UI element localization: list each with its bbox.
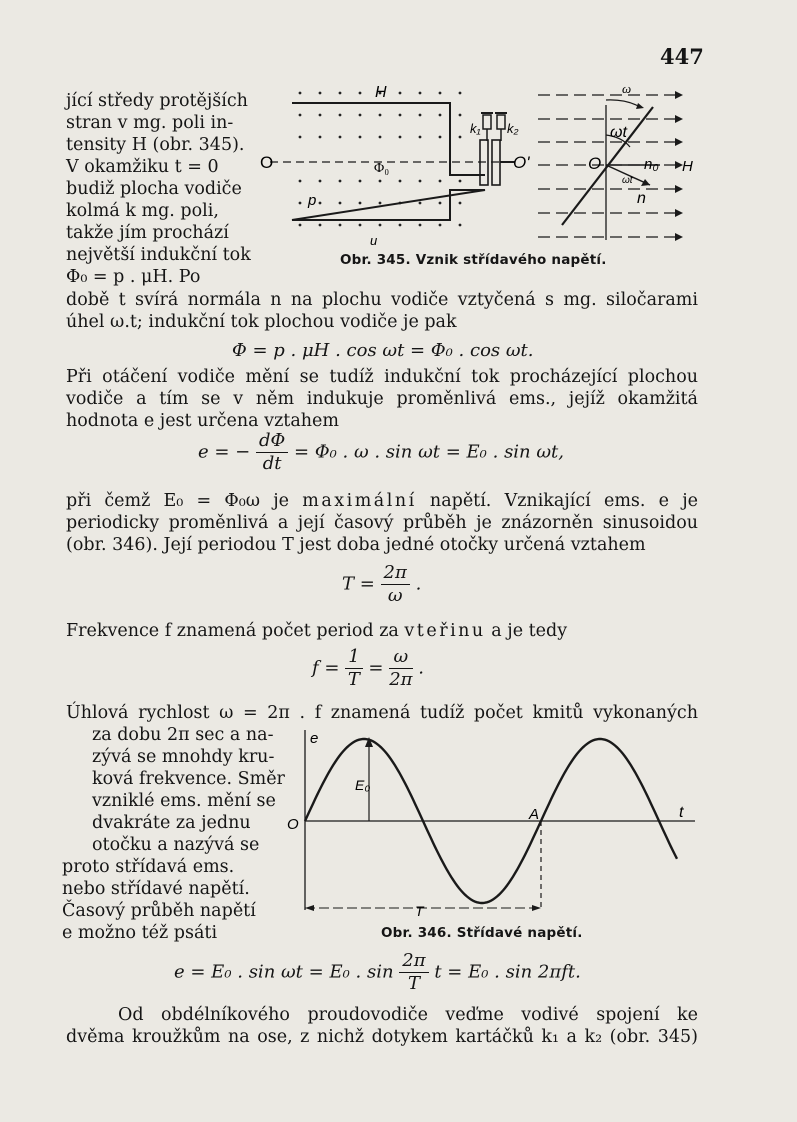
fraction-numerator: dΦ bbox=[256, 430, 288, 453]
eq5-right: t = E₀ . sin 2πft. bbox=[434, 961, 581, 983]
text-line: hodnota e jest určena vztahem bbox=[66, 411, 339, 431]
field-dot bbox=[359, 180, 362, 183]
spaced-emphasis: maximální bbox=[302, 491, 417, 511]
fraction-denominator: T bbox=[407, 973, 420, 994]
field-dot bbox=[399, 180, 402, 183]
field-dot bbox=[419, 114, 422, 117]
field-dot bbox=[459, 224, 462, 227]
fraction-1-T bbox=[345, 646, 362, 691]
field-dot bbox=[359, 114, 362, 117]
fraction-omega-2pi bbox=[389, 646, 412, 691]
label-n: n bbox=[637, 190, 646, 207]
text-run: Frekvence f znamená počet period za bbox=[66, 621, 405, 641]
field-dot bbox=[419, 92, 422, 95]
field-dot bbox=[359, 202, 362, 205]
field-dot bbox=[299, 114, 302, 117]
caption-fig346: Obr. 346. Střídavé napětí. bbox=[381, 925, 583, 941]
field-dot bbox=[439, 92, 442, 95]
field-dot bbox=[319, 114, 322, 117]
text-line: tensity H (obr. 345). bbox=[66, 135, 245, 155]
label-H-right: H bbox=[682, 158, 693, 175]
field-dot bbox=[299, 224, 302, 227]
fraction-denominator: T bbox=[347, 669, 360, 690]
label-p: p bbox=[308, 192, 317, 209]
label-H-top: H bbox=[375, 84, 387, 101]
label-omega-t-small: ωt bbox=[622, 175, 633, 186]
field-dot bbox=[359, 136, 362, 139]
fraction-denominator: dt bbox=[262, 453, 282, 474]
label-phi0: Φ₀ bbox=[374, 161, 390, 176]
text-line bbox=[66, 620, 567, 642]
field-dot bbox=[379, 136, 382, 139]
equation-sine-form bbox=[174, 950, 581, 995]
eq3-lhs: T = bbox=[342, 573, 375, 595]
field-dot bbox=[379, 180, 382, 183]
text-line: e možno též psáti bbox=[62, 923, 218, 943]
field-dot bbox=[319, 224, 322, 227]
text-line: zývá se mnohdy kru- bbox=[92, 747, 275, 767]
field-dot bbox=[319, 92, 322, 95]
text-line: dvěma kroužkům na ose, z nichž dotykem kartáčků k₁ a k₂ (obr. 345) bbox=[66, 1027, 698, 1047]
text-line: vodiče a tím se v něm indukuje proměnlivá ems., jejíž okamžitá bbox=[66, 389, 698, 409]
label-O: O bbox=[287, 816, 299, 833]
label-O-left: O bbox=[260, 153, 274, 172]
field-dot bbox=[319, 202, 322, 205]
field-dot bbox=[379, 114, 382, 117]
text-run: napětí. Vznikající ems. e je bbox=[416, 491, 698, 511]
field-dot bbox=[319, 180, 322, 183]
wrap-text-fig346-cont bbox=[62, 856, 256, 944]
paragraph-2 bbox=[66, 366, 698, 432]
label-A: A bbox=[529, 806, 540, 823]
field-dot bbox=[439, 114, 442, 117]
label-O-right: O bbox=[588, 154, 602, 173]
label-e: e bbox=[310, 730, 319, 747]
label-omega: ω bbox=[622, 81, 632, 96]
field-dot bbox=[439, 136, 442, 139]
field-dot bbox=[459, 202, 462, 205]
figure-346 bbox=[285, 725, 705, 925]
text-line: za dobu 2π sec a na- bbox=[92, 725, 274, 745]
equation-emf bbox=[198, 430, 564, 475]
text-line: V okamžiku t = 0 bbox=[66, 157, 219, 177]
text-line: dvakráte za jednu bbox=[92, 813, 251, 833]
field-dot bbox=[459, 114, 462, 117]
text-line: Časový průběh napětí bbox=[62, 901, 256, 921]
text-line: takže jím prochází bbox=[66, 223, 229, 243]
label-T: T bbox=[415, 903, 424, 919]
label-t: t bbox=[679, 804, 684, 821]
text-line: proto střídavá ems. bbox=[62, 857, 235, 877]
text-line: (obr. 346). Její periodou T jest doba jedné otočky určená vztahem bbox=[66, 535, 646, 555]
fraction-2pi-T bbox=[399, 950, 428, 995]
field-dot bbox=[419, 180, 422, 183]
field-dot bbox=[299, 92, 302, 95]
field-dot bbox=[419, 136, 422, 139]
field-dot bbox=[399, 114, 402, 117]
wrap-text-fig346 bbox=[92, 724, 285, 856]
field-dot bbox=[419, 224, 422, 227]
text-line: nebo střídavé napětí. bbox=[62, 879, 250, 899]
text-run: a je tedy bbox=[485, 621, 568, 641]
fraction-denominator: ω bbox=[387, 585, 403, 606]
field-dot bbox=[459, 92, 462, 95]
paragraph-1 bbox=[66, 289, 698, 333]
field-dot bbox=[299, 180, 302, 183]
text-line: otočku a nazývá se bbox=[92, 835, 260, 855]
text-line: stran v mg. poli in- bbox=[66, 113, 234, 133]
fraction-denominator: 2π bbox=[389, 669, 413, 690]
eq2-rhs: = Φ₀ . ω . sin ωt = E₀ . sin ωt, bbox=[294, 441, 565, 463]
field-dot bbox=[459, 136, 462, 139]
eq4-lhs: f = bbox=[312, 657, 340, 679]
field-dot bbox=[439, 224, 442, 227]
page-number: 447 bbox=[660, 44, 704, 69]
field-dot bbox=[399, 92, 402, 95]
field-dot bbox=[419, 202, 422, 205]
text-line: Od obdélníkového proudovodiče veďme vodivé spojení ke bbox=[118, 1005, 698, 1025]
field-dot bbox=[339, 92, 342, 95]
text-line: vzniklé ems. mění se bbox=[92, 791, 276, 811]
field-dot bbox=[359, 92, 362, 95]
field-dot bbox=[339, 180, 342, 183]
field-dot bbox=[339, 114, 342, 117]
text-line: budiž plocha vodiče bbox=[66, 179, 242, 199]
eq3-rhs: . bbox=[415, 573, 422, 595]
caption-fig345: Obr. 345. Vznik střídavého napětí. bbox=[340, 252, 607, 268]
fraction-dphi-dt bbox=[256, 430, 288, 475]
spaced-emphasis: vteřinu bbox=[404, 621, 486, 641]
fraction-2pi-omega bbox=[381, 562, 410, 607]
field-dot bbox=[339, 202, 342, 205]
paragraph-6 bbox=[66, 1004, 698, 1048]
text-line: době t svírá normála n na plochu vodiče vztyčená s mg. siločarami bbox=[66, 290, 698, 310]
label-O-prime: O' bbox=[513, 153, 530, 172]
field-dot bbox=[399, 136, 402, 139]
equation-period bbox=[342, 562, 421, 607]
paragraph-4 bbox=[66, 620, 567, 642]
label-u: u bbox=[370, 233, 378, 248]
text-line: jící středy protějších bbox=[66, 91, 248, 111]
field-dot bbox=[299, 136, 302, 139]
text-run: při čemž E₀ = Φ₀ω je bbox=[66, 491, 303, 511]
fraction-numerator: 1 bbox=[345, 646, 362, 669]
text-line: Při otáčení vodiče mění se tudíž indukční tok procházející plochou bbox=[66, 367, 698, 387]
text-line: ková frekvence. Směr bbox=[92, 769, 285, 789]
wrap-text-fig345 bbox=[66, 90, 251, 288]
fraction-numerator: 2π bbox=[399, 950, 428, 973]
equation-frequency bbox=[312, 646, 424, 691]
paragraph-5 bbox=[66, 702, 698, 724]
field-dot bbox=[299, 202, 302, 205]
label-k2: k₂ bbox=[507, 121, 519, 136]
label-n0: n₀ bbox=[644, 156, 659, 173]
label-E0: E₀ bbox=[355, 777, 371, 793]
field-dot bbox=[359, 224, 362, 227]
field-dot bbox=[379, 224, 382, 227]
field-dot bbox=[459, 180, 462, 183]
text-line: Φ₀ = p . μH. Po bbox=[66, 267, 201, 287]
fraction-numerator: ω bbox=[389, 646, 412, 669]
field-dot bbox=[439, 202, 442, 205]
text-line: úhel ω.t; indukční tok plochou vodiče je pak bbox=[66, 312, 457, 332]
figure-345 bbox=[260, 75, 693, 255]
field-dot bbox=[399, 224, 402, 227]
field-dot bbox=[319, 136, 322, 139]
eq4-rhs: . bbox=[418, 657, 424, 679]
field-dot bbox=[439, 180, 442, 183]
label-k1: k₁ bbox=[470, 121, 481, 136]
field-dot bbox=[379, 202, 382, 205]
text-line: největší indukční tok bbox=[66, 245, 251, 265]
eq4-mid: = bbox=[368, 657, 384, 679]
field-dot bbox=[339, 136, 342, 139]
text-line: periodicky proměnlivá a její časový průběh je znázorněn sinusoidou bbox=[66, 513, 698, 533]
equation-flux: Φ = p . μH . cos ωt = Φ₀ . cos ωt. bbox=[232, 340, 534, 361]
eq2-lhs: e = − bbox=[198, 441, 251, 463]
text-line bbox=[66, 490, 698, 512]
fraction-numerator: 2π bbox=[381, 562, 410, 585]
label-omega-t: ωt bbox=[610, 124, 627, 141]
field-dot bbox=[339, 224, 342, 227]
text-line: Úhlová rychlost ω = 2π . f znamená tudíž počet kmitů vykonaných bbox=[66, 703, 698, 723]
text-line: kolmá k mg. poli, bbox=[66, 201, 219, 221]
eq5-left: e = E₀ . sin ωt = E₀ . sin bbox=[174, 961, 394, 983]
paragraph-3 bbox=[66, 490, 698, 556]
